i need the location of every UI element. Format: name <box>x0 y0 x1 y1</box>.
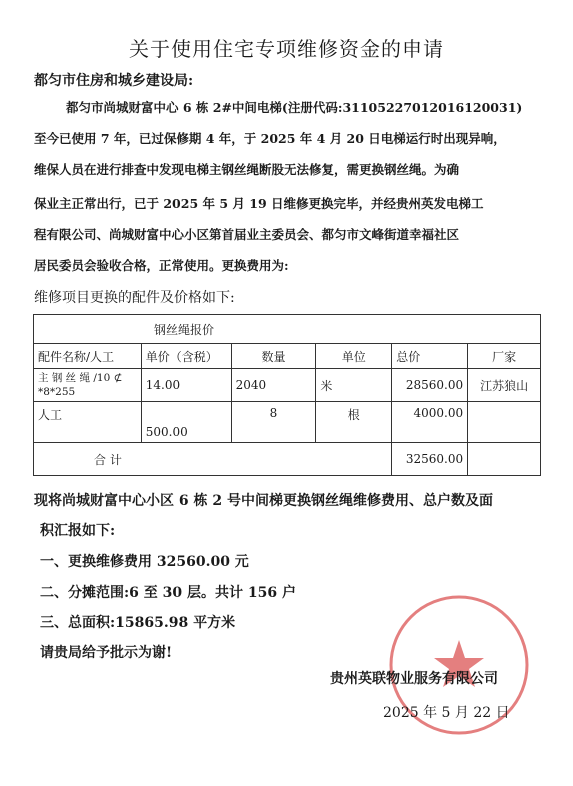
body-line: 居民委员会验收合格，正常使用。更换费用为: <box>34 258 289 273</box>
document-title: 关于使用住宅专项维修资金的申请 <box>129 37 444 61</box>
summary-line: 现将尚城财富中心小区 6 栋 2 号中间梯更换钢丝绳维修费用、总户数及面 <box>34 493 493 509</box>
unit-price-cell: 500.00 <box>141 402 231 443</box>
body-line: 至今已使用 7 年，已过保修期 4 年，于 2025 年 4 月 20 日电梯运行时出现异响， <box>34 131 506 146</box>
table-row <box>34 402 541 443</box>
closing-line: 请贵局给予批示为谢! <box>40 645 173 661</box>
body-line: 保业主正常出行，已于 2025 年 5 月 19 日维修更换完毕，并经贵州英发电梯工 <box>34 196 484 211</box>
maker-cell: 江苏狼山 <box>468 369 541 402</box>
table-title: 钢丝绳报价 <box>34 315 541 344</box>
item-name: 主 钢 丝 绳 /10 ⊄ <box>38 372 123 384</box>
list-item: 二、分摊范围:6 至 30 层。共计 156 户 <box>40 585 296 601</box>
header-cell: 配件名称/人工 <box>34 344 142 369</box>
item-name-cell <box>34 369 142 402</box>
addressee: 都匀市住房和城乡建设局: <box>34 73 194 89</box>
list-item: 三、总面积:15865.98 平方米 <box>40 615 236 631</box>
price-table <box>33 314 541 476</box>
body-line: 程有限公司、尚城财富中心小区第首届业主委员会、都匀市文峰街道幸福社区 <box>34 227 460 242</box>
list-item: 一、更换维修费用 32560.00 元 <box>40 554 249 570</box>
total-label: 合 计 <box>34 443 392 476</box>
table-total-row <box>34 443 541 476</box>
unit-cell: 根 <box>316 402 392 443</box>
header-cell: 总价 <box>392 344 468 369</box>
signature-date: 2025 年 5 月 22 日 <box>383 705 510 721</box>
total-cell: 28560.00 <box>392 369 468 402</box>
table-row <box>34 369 541 402</box>
quantity-cell: 2040 <box>231 369 316 402</box>
empty-cell <box>468 443 541 476</box>
body-line: 维保人员在进行排查中发现电梯主钢丝绳断股无法修复，需更换钢丝绳。为确 <box>34 162 460 177</box>
header-cell: 单价（含税） <box>141 344 231 369</box>
unit-cell: 米 <box>316 369 392 402</box>
body-line: 都匀市尚城财富中心 6 栋 2#中间电梯(注册代码:31105227012016120031) <box>66 100 523 115</box>
table-intro: 维修项目更换的配件及价格如下: <box>34 290 235 306</box>
item-spec: *8*255 <box>38 386 76 398</box>
quantity-cell: 8 <box>231 402 316 443</box>
header-cell: 厂家 <box>468 344 541 369</box>
maker-cell <box>468 402 541 443</box>
header-cell: 数量 <box>231 344 316 369</box>
item-name-cell: 人工 <box>34 402 142 443</box>
company-name: 贵州英联物业服务有限公司 <box>330 671 498 687</box>
unit-price-cell: 14.00 <box>141 369 231 402</box>
table-header-row <box>34 344 541 369</box>
total-cell: 4000.00 <box>392 402 468 443</box>
grand-total: 32560.00 <box>392 443 468 476</box>
header-cell: 单位 <box>316 344 392 369</box>
summary-line: 积汇报如下: <box>40 523 116 539</box>
